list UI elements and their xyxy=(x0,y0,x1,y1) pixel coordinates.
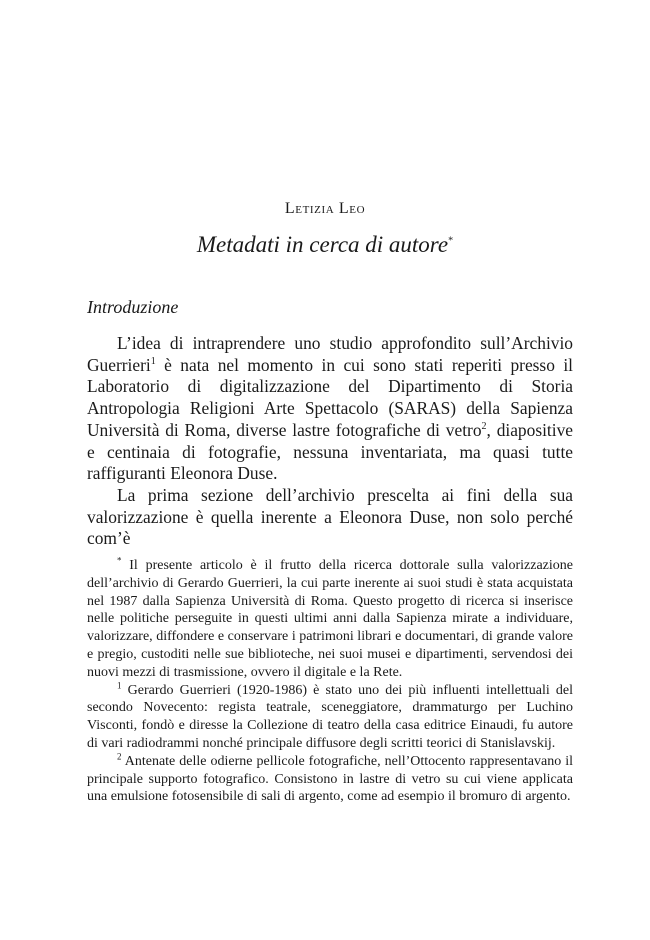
footnote-2-marker: 2 xyxy=(117,751,122,762)
footnote-1-marker: 1 xyxy=(117,679,122,690)
paragraph-1 xyxy=(87,333,573,485)
paragraph-1-part-3: , diapositive e centinaia di fotografie, nessuna inventariata, ma quasi tutte raffiguranti Eleonora Duse. xyxy=(87,419,574,484)
author-name: Letizia Leo xyxy=(284,200,366,217)
footnote-star xyxy=(87,557,573,682)
paragraph-1-part-2: è nata nel momento in cui sono stati reperiti presso il Laboratorio di digitalizzazione del Dipartimento di Storia Antropologia Religioni Arte Spettacolo (SARAS) della Sapienza Università di Roma, diverse lastre fotografiche di vetro xyxy=(87,354,573,440)
footnote-1-text: Gerardo Guerrieri (1920-1986) è stato uno dei più influenti intellettuali del secondo Novecento: regista teatrale, sceneggiatore, drammaturgo per Luchino Visconti, fondò e diresse la Collezione di teatro della casa editrice Einaudi, fu autore di vari radiodrammi nonché principale diffusore degli scritti teorici di Stanislavskij. xyxy=(87,682,573,751)
footnote-ref-1: 1 xyxy=(150,355,156,367)
footnote-2 xyxy=(87,753,573,806)
article-title xyxy=(0,232,650,258)
footnotes xyxy=(87,557,573,806)
footnote-ref-2: 2 xyxy=(481,421,487,433)
section-heading: Introduzione xyxy=(87,297,179,317)
footnote-1 xyxy=(87,679,573,753)
article-title-text: Metadati in cerca di autore xyxy=(196,232,449,257)
footnote-star-text: Il presente articolo è il frutto della ricerca dottorale sulla valorizzazione dell’archivio di Gerardo Guerrieri, la cui parte inerente ai suoi studi è stata acquistata nel 1987 dalla Sapienza Università di Roma. Questo progetto di ricerca si inserisce nelle politiche perseguite in questi ultimi anni dalla Sapienza mirate a individuare, valorizzare, diffondere e conservare i patrimoni librari e documentari, di grande valore e pregio, custoditi nelle sue biblioteche, nei suoi musei e dipartimenti, servendosi dei nuovi mezzi di trasmissione, ovvero il digitale e la Rete. xyxy=(87,558,573,680)
body-text xyxy=(87,333,573,550)
paragraph-1-part-1: L’idea di intraprendere uno studio approfondito sull’Archivio Guerrieri xyxy=(87,333,573,375)
footnote-2-text: Antenate delle odierne pellicole fotografiche, nell’Ottocento rappresentavano il principale supporto fotografico. Consistono in lastre di vetro su cui viene applicata una emulsione fotosensibile di sali di argento, come ad esempio il bromuro di argento. xyxy=(87,753,573,805)
footnote-star-marker: * xyxy=(117,555,122,566)
paragraph-2: La prima sezione dell’archivio prescelta ai fini della sua valorizzazione è quella inerente a Eleonora Duse, non solo perché com’è xyxy=(87,484,573,549)
title-footnote-marker: * xyxy=(448,235,454,247)
